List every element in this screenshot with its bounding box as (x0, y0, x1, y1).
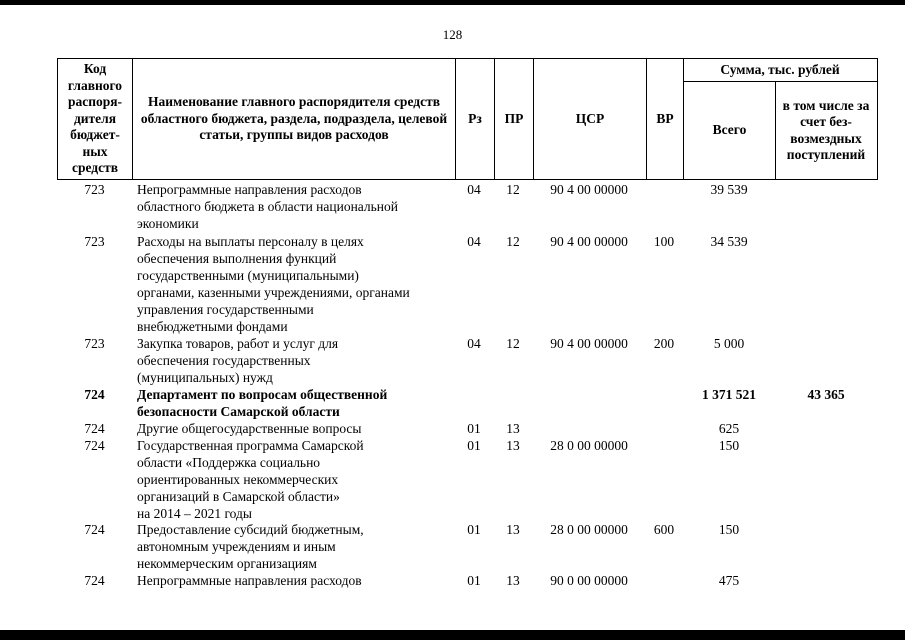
cell-name: Государственная программа Самарской области «Поддержка социально ориентированных некоммерческих организаций в Самарской области» на 2014 – 2021 годы (137, 438, 364, 521)
cell-name: Непрограммные направления расходов областного бюджета в области национальной экономики (137, 182, 399, 231)
cell-rz: 01 (467, 573, 481, 588)
cell-vr: 100 (653, 234, 675, 249)
cell-name: Другие общегосударственные вопросы (137, 421, 362, 436)
cell-total: 39 539 (710, 182, 748, 197)
cell-total: 34 539 (710, 234, 748, 249)
cell-pr: 12 (506, 234, 520, 249)
cell-csr: 28 0 00 00000 (550, 438, 628, 453)
cell-rz: 04 (467, 182, 481, 197)
cell-csr: 90 0 00 00000 (550, 573, 628, 588)
cell-total: 475 (718, 573, 740, 588)
cell-csr: 90 4 00 00000 (550, 336, 628, 351)
cell-name: Непрограммные направления расходов (137, 573, 362, 588)
cell-csr: 90 4 00 00000 (550, 182, 628, 197)
header-incl: в том числе за счет без-возмездных поступлений (782, 97, 870, 162)
cell-code: 723 (84, 182, 105, 197)
cell-pr: 13 (506, 438, 520, 453)
header-code: Код главного распоря-дителя бюджет-ных средств (67, 61, 123, 176)
cell-rz: 01 (467, 522, 481, 537)
cell-rz: 01 (467, 421, 481, 436)
header-pr: ПР (504, 110, 524, 126)
cell-code: 724 (84, 387, 105, 402)
cell-rz: 01 (467, 438, 481, 453)
cell-total: 1 371 521 (702, 387, 756, 402)
cell-name: Закупка товаров, работ и услуг для обеспечения государственных (муниципальных) нужд (137, 336, 339, 385)
cell-name: Предоставление субсидий бюджетным, автономным учреждениям и иным некоммерческим организациям (137, 522, 364, 571)
cell-pr: 13 (506, 421, 520, 436)
cell-code: 723 (84, 234, 105, 249)
cell-csr: 90 4 00 00000 (550, 234, 628, 249)
page-number: 128 (442, 27, 463, 42)
cell-pr: 13 (506, 573, 520, 588)
cell-name: Департамент по вопросам общественной безопасности Самарской области (137, 387, 388, 419)
header-total: Всего (712, 122, 747, 138)
cell-total: 625 (718, 421, 740, 436)
cell-total: 5 000 (713, 336, 745, 351)
bottom-border (0, 630, 905, 640)
cell-code: 724 (84, 421, 105, 436)
cell-name: Расходы на выплаты персоналу в целях обеспечения выполнения функций государственными (муниципальными) органами, казенными учреждениями, органами управления государственными внебюджетными фондами (137, 234, 410, 334)
header-name: Наименование главного распорядителя средств областного бюджета, раздела, подраздела, целевой статьи, группы видов расходов (140, 94, 448, 143)
cell-code: 724 (84, 438, 105, 453)
cell-rz: 04 (467, 336, 481, 351)
cell-pr: 12 (506, 182, 520, 197)
header-rz: Рз (468, 110, 482, 126)
cell-vr: 600 (653, 522, 675, 537)
cell-code: 723 (84, 336, 105, 351)
cell-incl: 43 365 (807, 387, 845, 402)
cell-total: 150 (718, 438, 740, 453)
header-csr: ЦСР (575, 110, 605, 126)
cell-total: 150 (718, 522, 740, 537)
cell-code: 724 (84, 522, 105, 537)
cell-pr: 13 (506, 522, 520, 537)
cell-pr: 12 (506, 336, 520, 351)
cell-rz: 04 (467, 234, 481, 249)
header-sum: Сумма, тыс. рублей (720, 61, 840, 77)
cell-code: 724 (84, 573, 105, 588)
cell-vr: 200 (653, 336, 675, 351)
header-vr: ВР (656, 110, 674, 126)
cell-csr: 28 0 00 00000 (550, 522, 628, 537)
